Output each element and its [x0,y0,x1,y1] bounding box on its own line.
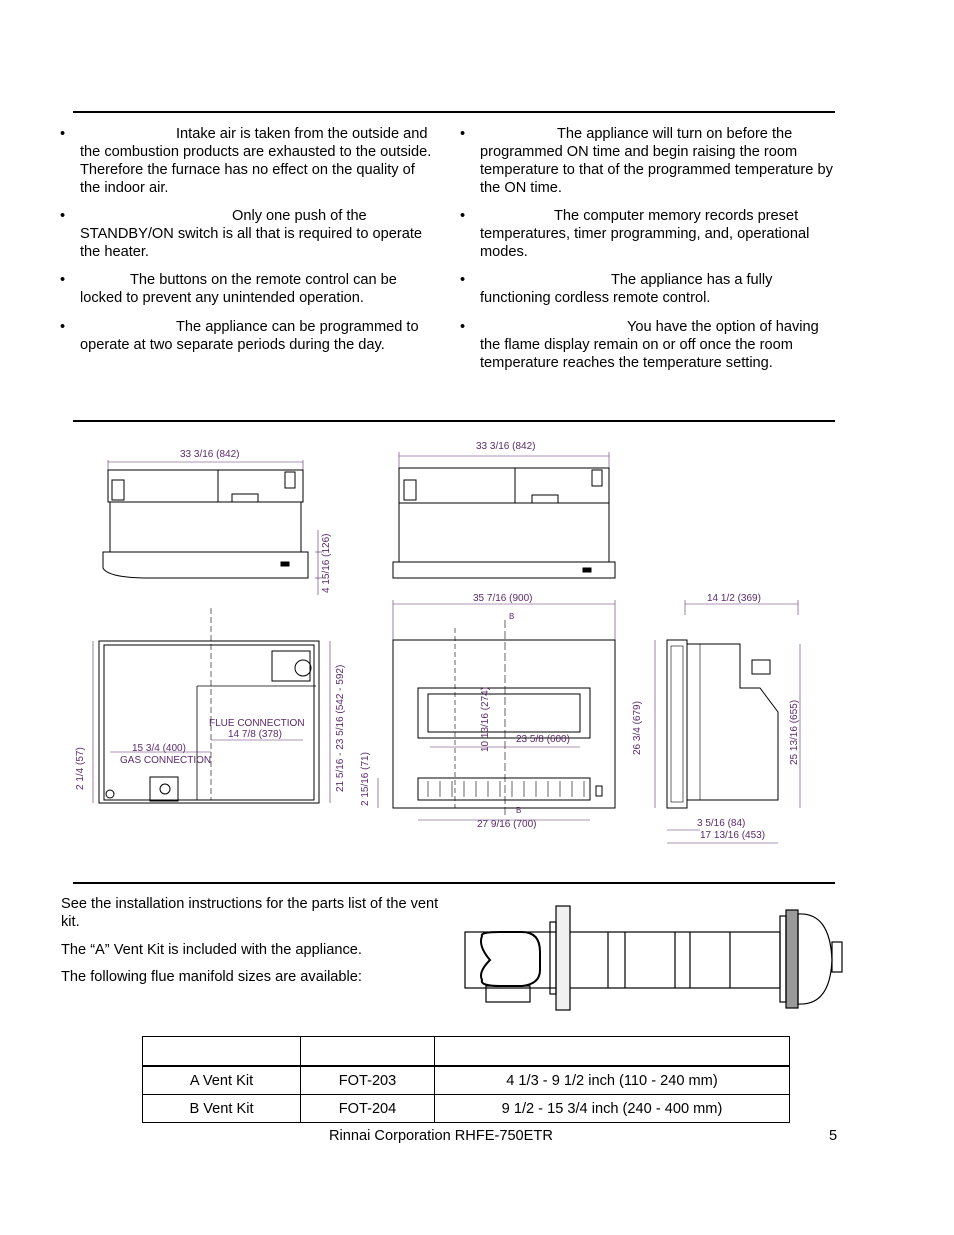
table-row [143,1067,790,1095]
dimension-label: 10 13/16 (274) [480,686,491,752]
dimension-label: 35 7/16 (900) [473,593,533,604]
table-row [143,1095,790,1123]
table-header-cell [301,1037,435,1066]
table-cell: FOT-203 [301,1067,435,1095]
feature-item: • Intake air is taken from the outside and the combustion products are exhausted to the outside. Therefore the furnace has no effect on the quality of the indoor air. [60,126,432,196]
table-cell: 9 1/2 - 15 3/4 inch (240 - 400 mm) [435,1095,790,1123]
feature-item: • Only one push of the STANDBY/ON switch is all that is required to operate the heater. [60,208,423,260]
feature-item: • The buttons on the remote control can be locked to prevent any unintended operation. [60,272,397,306]
top-view-right-drawing [393,452,615,578]
table-header-row [143,1037,790,1066]
top-view-left-drawing [103,460,322,595]
feature-item: • The appliance has a fully functioning cordless remote control. [460,272,773,306]
table-cell: 4 1/3 - 9 1/2 inch (110 - 240 mm) [435,1067,790,1095]
side-view-drawing [655,600,800,843]
section-rule-vent [73,882,835,884]
vent-paragraph: The following flue manifold sizes are available: [61,969,362,985]
rear-view-drawing [93,608,330,803]
feature-item: • The appliance can be programmed to operate at two separate periods during the day. [60,319,419,353]
table-cell: A Vent Kit [143,1067,301,1095]
feature-item: • You have the option of having the flame display remain on or off once the room temperature reaches the temperature setting. [460,319,819,371]
dimension-label: 21 5/16 - 23 5/16 (542 - 592) [335,664,346,792]
page-number: 5 [829,1128,838,1144]
dimension-label: 15 3/4 (400) [132,743,186,754]
table-cell: FOT-204 [301,1095,435,1123]
vent-kit-table [142,1036,790,1123]
vent-paragraph: See the installation instructions for the parts list of the vent kit. [61,896,439,930]
dimension-label: 33 3/16 (842) [180,449,240,460]
dimension-label: 2 1/4 (57) [75,747,86,790]
section-marker: B [509,612,515,621]
gas-connection-label: GAS CONNECTION [120,755,212,766]
dimension-label: 27 9/16 (700) [477,819,537,830]
dimension-label: 17 13/16 (453) [700,830,766,841]
table-cell: B Vent Kit [143,1095,301,1123]
section-marker: B [516,806,522,815]
dimension-label: 4 15/16 (126) [321,533,332,593]
dimension-label: 14 1/2 (369) [707,593,761,604]
dimension-label: 25 13/16 (655) [789,699,800,765]
dimension-label: 14 7/8 (378) [228,729,282,740]
table-header-cell [435,1037,790,1066]
dimension-label: 23 5/8 (600) [516,734,570,745]
front-view-drawing [378,600,615,820]
dimension-label: 2 15/16 (71) [360,752,371,806]
table-header-cell [143,1037,301,1066]
footer-title: Rinnai Corporation RHFE-750ETR [329,1128,553,1144]
vent-paragraph: The “A” Vent Kit is included with the appliance. [61,942,362,958]
vent-kit-drawing [460,902,850,1017]
dimension-label: 26 3/4 (679) [632,701,643,755]
feature-item: • The computer memory records preset temperatures, timer programming, and, operational modes. [460,208,810,260]
flue-connection-label: FLUE CONNECTION [209,718,305,729]
dimension-label: 33 3/16 (842) [476,441,536,452]
dimension-label: 3 5/16 (84) [697,818,746,829]
feature-item: • The appliance will turn on before the programmed ON time and begin raising the room temperature to that of the programmed temperature by the ON time. [460,126,833,196]
